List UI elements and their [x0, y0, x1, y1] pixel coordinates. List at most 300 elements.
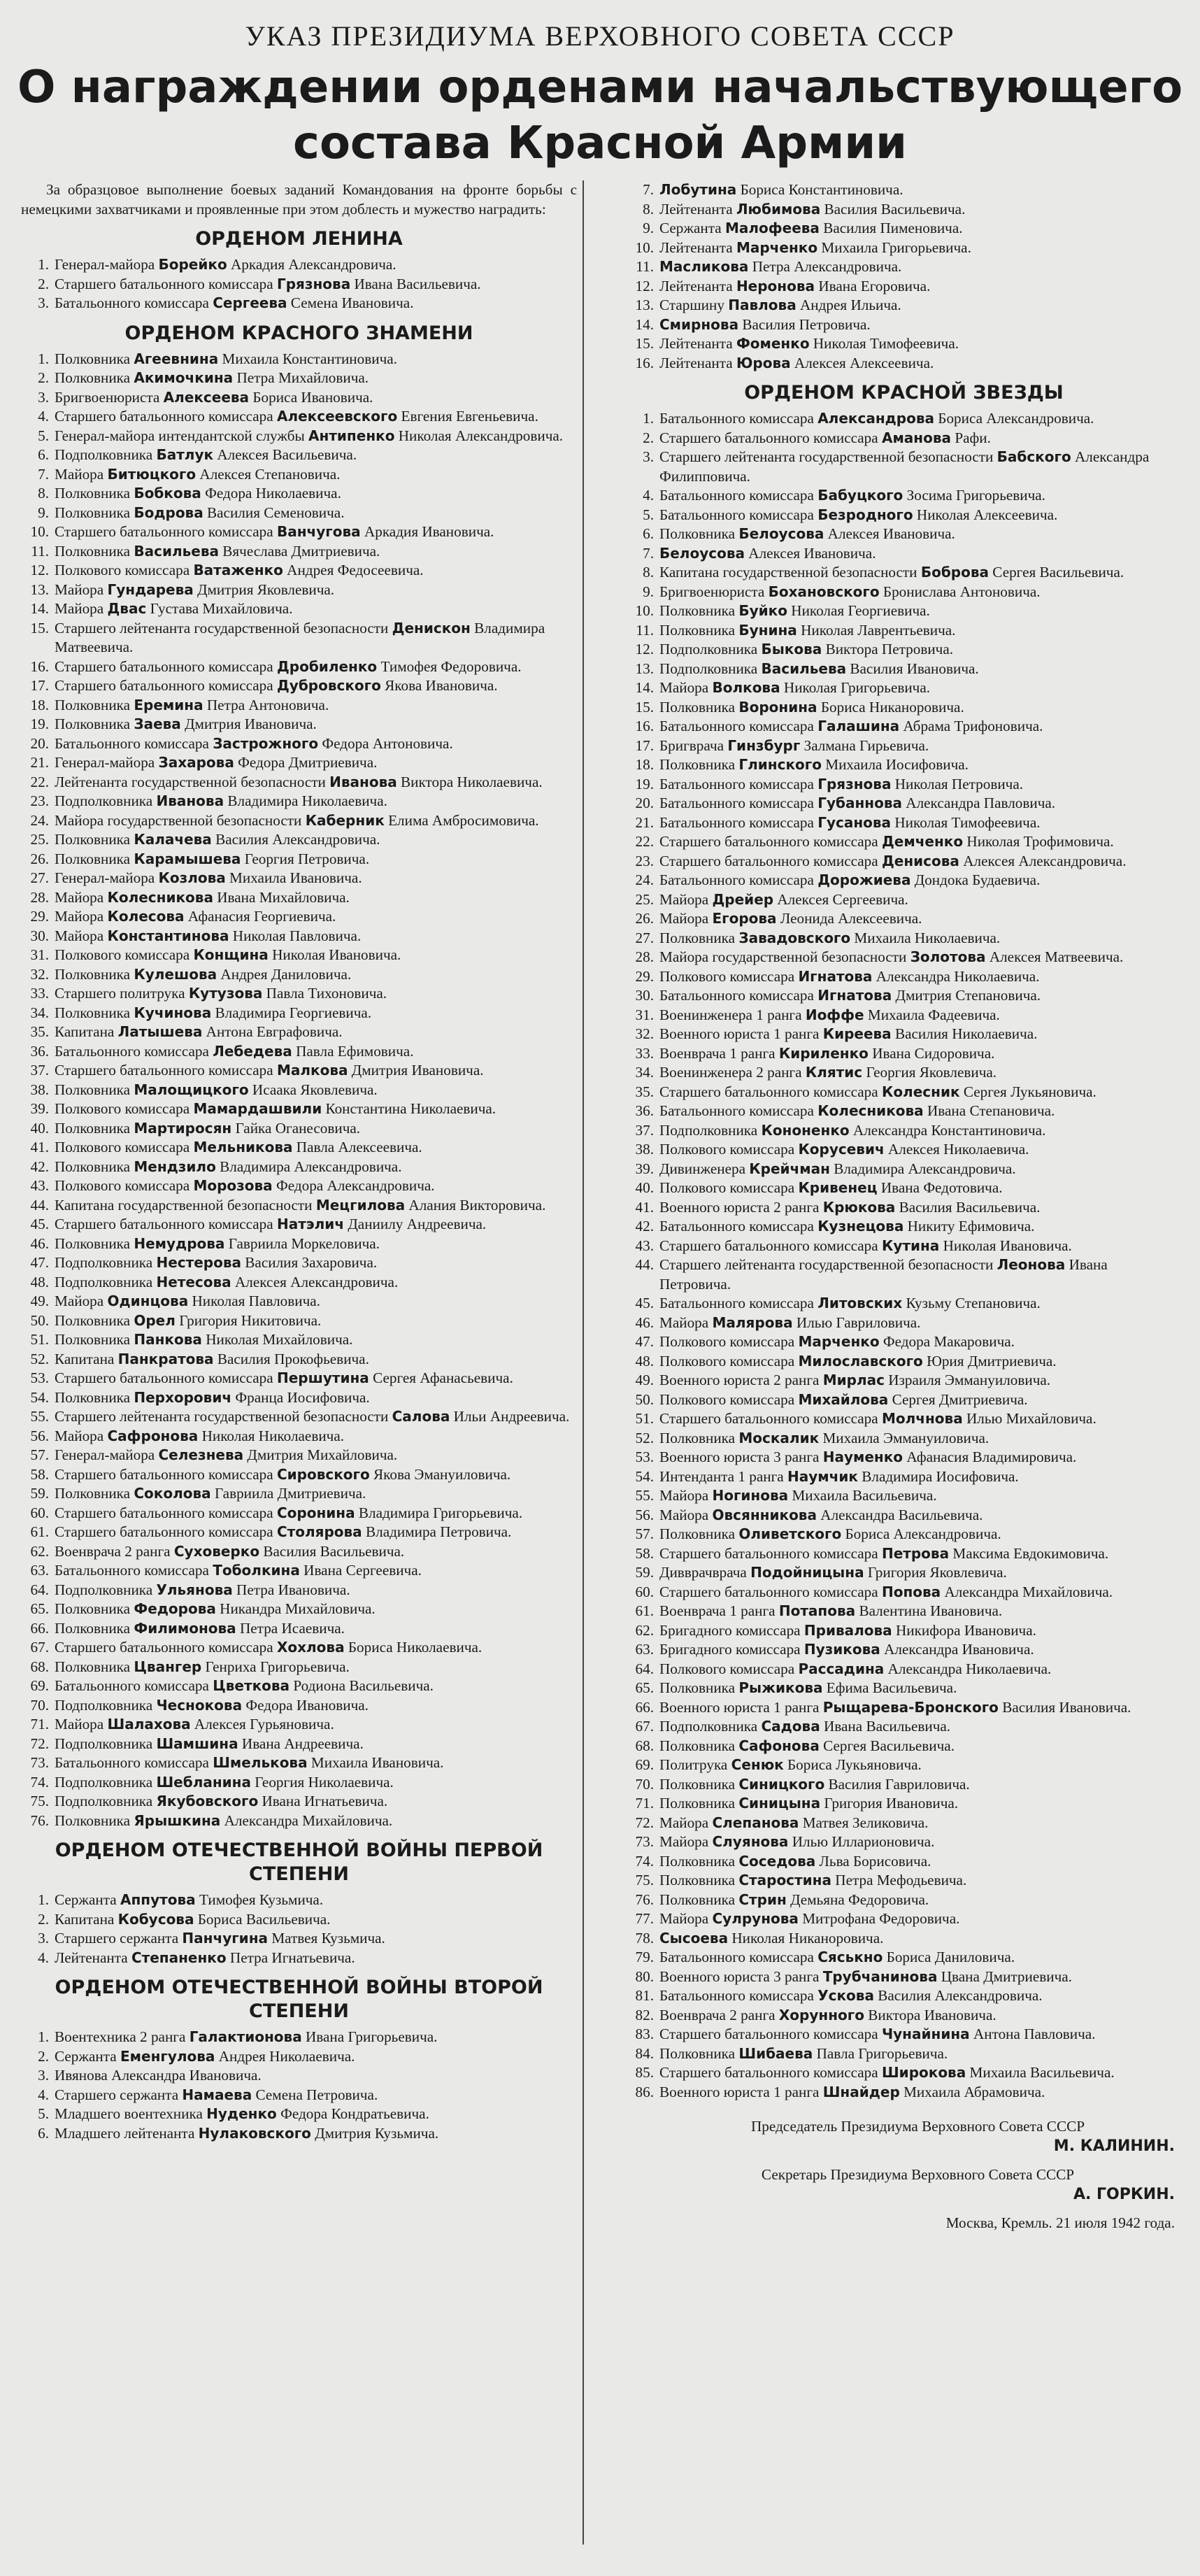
- entry-given-names: Алексея Матвеевича.: [989, 948, 1124, 965]
- entry-given-names: Федора Кондратьевича.: [280, 2105, 429, 2122]
- award-entry: [626, 1198, 1182, 1218]
- entry-given-names: Зосима Григорьевича.: [906, 487, 1045, 504]
- entry-rank: Полковника: [659, 1795, 736, 1812]
- entry-rank: Капитана: [55, 1350, 115, 1367]
- entry-surname: Боброва: [920, 564, 989, 581]
- entry-surname: Егорова: [712, 910, 777, 927]
- award-entry: [626, 1871, 1182, 1891]
- entry-rank: Политрука: [659, 1756, 728, 1773]
- award-entry: [21, 2047, 577, 2067]
- entry-rank: Лейтенанта: [659, 354, 733, 371]
- entry-rank: Полковника: [659, 1737, 736, 1754]
- entry-number: 3.: [38, 294, 49, 311]
- entry-number: 55.: [635, 1487, 654, 1504]
- entry-rank: Военврача 1 ранга: [659, 1044, 776, 1062]
- entry-number: 8.: [643, 564, 654, 581]
- decree-title-line-1: О награждении орденами начальствующего: [17, 62, 1183, 113]
- entry-number: 69.: [635, 1756, 654, 1773]
- award-entry: [626, 296, 1182, 315]
- entry-rank: Батальонного комиссара: [659, 718, 814, 734]
- entry-rank: Подполковника: [55, 1273, 153, 1290]
- entry-number: 42.: [30, 1158, 49, 1175]
- entry-surname: Акимочкина: [134, 369, 234, 386]
- award-entry: [21, 484, 577, 504]
- entry-number: 7.: [643, 544, 654, 562]
- entry-rank: Майора: [55, 1716, 104, 1732]
- award-entry: [21, 715, 577, 734]
- entry-number: 33.: [30, 985, 49, 1002]
- entry-surname: Ярышкина: [134, 1812, 221, 1829]
- award-heading: ОРДЕНОМ КРАСНОГО ЗНАМЕНИ: [124, 322, 473, 344]
- entry-number: 18.: [635, 756, 654, 773]
- entry-given-names: Алексея Ивановича.: [748, 544, 876, 562]
- entry-rank: Майора: [659, 890, 709, 908]
- entry-number: 59.: [30, 1485, 49, 1502]
- entry-rank: Ивянова: [55, 2067, 108, 2084]
- entry-number: 6.: [38, 446, 49, 463]
- entry-number: 70.: [30, 1696, 49, 1714]
- entry-rank: Лейтенанта: [659, 277, 733, 294]
- entry-rank: Полковника: [659, 1872, 736, 1888]
- entry-number: 12.: [30, 562, 49, 578]
- entry-number: 44.: [30, 1196, 49, 1214]
- entry-number: 34.: [635, 1064, 654, 1081]
- award-entry: [626, 1583, 1182, 1602]
- entry-surname: Кутузова: [188, 985, 263, 1002]
- award-entry: [21, 1253, 577, 1273]
- entry-number: 43.: [635, 1237, 654, 1254]
- entry-given-names: Илью Илларионовича.: [792, 1833, 935, 1850]
- entry-surname: Дорожиева: [817, 871, 911, 888]
- entry-surname: Колесникова: [107, 888, 213, 906]
- entry-number: 51.: [635, 1410, 654, 1427]
- award-entry: [626, 1794, 1182, 1814]
- award-entry: [21, 275, 577, 294]
- entry-given-names: Сергея Лукьяновича.: [963, 1083, 1097, 1100]
- entry-given-names: Бориса Лукьяновича.: [787, 1756, 922, 1773]
- award-entry: [626, 1525, 1182, 1544]
- entry-surname: Заева: [134, 716, 181, 732]
- entry-given-names: Андрея Даниловича.: [220, 965, 352, 983]
- entry-surname: Хорунного: [778, 2006, 864, 2023]
- entry-given-names: Алексея Александровича.: [963, 852, 1127, 869]
- entry-number: 38.: [30, 1081, 49, 1098]
- entry-number: 4.: [38, 1949, 49, 1966]
- decree-body: [21, 180, 1182, 2545]
- entry-given-names: Павла Тихоновича.: [266, 985, 387, 1002]
- entry-number: 46.: [635, 1314, 654, 1331]
- entry-rank: Полковника: [55, 850, 131, 867]
- award-entry: [626, 1121, 1182, 1141]
- entry-given-names: Ивана Андреевича.: [241, 1735, 364, 1752]
- entry-rank: Батальонного комиссара: [55, 1042, 209, 1060]
- decree-header: [14, 13, 1186, 171]
- award-entry: [21, 946, 577, 965]
- entry-given-names: Алания Викторовича.: [408, 1196, 546, 1214]
- entry-rank: Старшего батальонного комиссара: [659, 2064, 878, 2081]
- entry-number: 85.: [635, 2064, 654, 2081]
- entry-surname: Намаева: [182, 2086, 252, 2103]
- entry-number: 10.: [635, 602, 654, 619]
- entry-number: 13.: [635, 660, 654, 677]
- award-list: [21, 255, 577, 313]
- entry-number: 7.: [38, 465, 49, 483]
- entry-surname: Алексеевского: [276, 408, 398, 425]
- award-entry: [626, 1429, 1182, 1449]
- entry-number: 73.: [30, 1754, 49, 1771]
- entry-surname: Москалик: [738, 1429, 820, 1446]
- award-entry: [626, 1544, 1182, 1564]
- entry-number: 65.: [635, 1679, 654, 1696]
- entry-given-names: Израиля Эммануиловича.: [888, 1372, 1051, 1388]
- entry-rank: Полковника: [55, 485, 131, 501]
- entry-number: 52.: [635, 1429, 654, 1446]
- entry-number: 56.: [635, 1506, 654, 1523]
- entry-given-names: Владимира Георгиевича.: [215, 1004, 372, 1021]
- entry-given-names: Ивана Васильевича.: [823, 1718, 951, 1735]
- entry-number: 82.: [635, 2006, 654, 2023]
- entry-surname: Рыщарева-Бронского: [822, 1698, 999, 1716]
- entry-number: 72.: [635, 1814, 654, 1831]
- entry-surname: Перхорович: [134, 1388, 232, 1406]
- entry-rank: Генерал-майора: [55, 1446, 155, 1463]
- entry-rank: Старшего батальонного комиссара: [55, 1062, 273, 1079]
- entry-rank: Подполковника: [659, 1121, 758, 1139]
- entry-given-names: Елима Амбросимовича.: [388, 811, 539, 829]
- entry-surname: Гундарева: [107, 581, 194, 598]
- award-entry: [21, 446, 577, 465]
- entry-number: 13.: [30, 581, 49, 598]
- award-entry: [21, 294, 577, 313]
- award-entry: [626, 1255, 1182, 1294]
- entry-rank: Майора: [55, 581, 104, 598]
- entry-number: 36.: [30, 1042, 49, 1060]
- entry-rank: Полковника: [659, 1775, 736, 1793]
- award-entry: [626, 1909, 1182, 1929]
- entry-rank: Старшего батальонного комиссара: [55, 523, 273, 540]
- entry-given-names: Алексея Сергеевича.: [777, 890, 908, 908]
- entry-surname: Потапова: [778, 1602, 856, 1619]
- entry-number: 35.: [635, 1083, 654, 1100]
- entry-surname: Калачева: [134, 831, 212, 848]
- entry-number: 72.: [30, 1735, 49, 1752]
- entry-given-names: Дмитрия Степановича.: [895, 987, 1041, 1004]
- award-entry: [21, 1119, 577, 1139]
- entry-surname: Шебланина: [156, 1773, 251, 1791]
- entry-number: 21.: [635, 813, 654, 831]
- award-entry: [626, 429, 1182, 448]
- entry-rank: Полкового комиссара: [659, 1333, 795, 1350]
- entry-rank: Майора государственной безопасности: [55, 811, 302, 829]
- entry-given-names: Льва Борисовича.: [819, 1852, 931, 1870]
- award-heading: ОРДЕНОМ КРАСНОЙ ЗВЕЗДЫ: [744, 382, 1064, 404]
- award-entry: [626, 544, 1182, 564]
- award-entry: [626, 583, 1182, 602]
- entry-number: 4.: [643, 487, 654, 504]
- entry-rank: Полковника: [659, 2044, 736, 2062]
- entry-surname: Волкова: [712, 679, 780, 696]
- patriotic-war-second-degree-continuation: [626, 180, 1182, 373]
- entry-rank: Военврача 1 ранга: [659, 1602, 776, 1619]
- entry-given-names: Василия Васильевича.: [824, 200, 966, 218]
- entry-number: 54.: [635, 1467, 654, 1485]
- entry-rank: Старшего батальонного комиссара: [659, 833, 878, 850]
- entry-surname: Завадовского: [738, 929, 851, 946]
- entry-given-names: Павла Григорьевича.: [816, 2044, 948, 2062]
- entry-given-names: Василия Александровича.: [215, 831, 380, 848]
- entry-number: 12.: [635, 277, 654, 294]
- entry-rank: Подполковника: [55, 1254, 153, 1271]
- entry-given-names: Дмитрия Яковлевича.: [197, 581, 335, 598]
- entry-number: 33.: [635, 1044, 654, 1062]
- entry-given-names: Ивана Игнатьевича.: [262, 1793, 388, 1809]
- entry-given-names: Исаака Яковлевича.: [252, 1081, 378, 1098]
- entry-number: 55.: [30, 1408, 49, 1425]
- award-entry: [21, 1561, 577, 1581]
- entry-number: 3.: [643, 448, 654, 465]
- entry-given-names: Генриха Григорьевича.: [205, 1658, 350, 1675]
- entry-rank: Бригврача: [659, 736, 724, 754]
- entry-rank: Старшего лейтенанта государственной безопасности: [55, 619, 389, 636]
- entry-surname: Шалахова: [107, 1716, 191, 1732]
- entry-given-names: Евгения Евгеньевича.: [401, 408, 538, 425]
- entry-rank: Батальонного комиссара: [659, 775, 814, 792]
- entry-given-names: Николая Алексеевича.: [916, 506, 1058, 523]
- award-entry: [21, 1523, 577, 1542]
- entry-given-names: Михаила Ивановича.: [310, 1754, 444, 1771]
- award-entry: [21, 1061, 577, 1081]
- entry-rank: Батальонного комиссара: [659, 1218, 814, 1234]
- entry-rank: Лейтенанта: [659, 239, 733, 256]
- award-entry: [626, 698, 1182, 718]
- award-entry: [626, 1506, 1182, 1525]
- entry-surname: Каберник: [305, 811, 385, 829]
- entry-number: 32.: [30, 965, 49, 983]
- entry-rank: Лейтенанта государственной безопасности: [55, 773, 326, 790]
- entry-number: 74.: [635, 1852, 654, 1870]
- left-award-sections: [21, 227, 577, 2143]
- award-entry: [21, 1311, 577, 1331]
- entry-given-names: Цвана Дмитриевича.: [941, 1967, 1072, 1985]
- entry-surname: Малофеева: [725, 220, 820, 236]
- entry-given-names: Александра Михайловича.: [224, 1812, 393, 1829]
- entry-number: 52.: [30, 1350, 49, 1367]
- entry-given-names: Владимира Петровича.: [365, 1523, 512, 1540]
- award-entry: [21, 811, 577, 831]
- entry-given-names: Василия Ивановича.: [850, 660, 979, 677]
- entry-given-names: Федора Николаевича.: [205, 485, 341, 501]
- award-entry: [21, 1542, 577, 1562]
- entry-rank: Полкового комиссара: [55, 946, 190, 963]
- award-entry: [21, 773, 577, 792]
- entry-number: 14.: [30, 600, 49, 617]
- entry-number: 64.: [30, 1581, 49, 1598]
- award-entry: [626, 967, 1182, 987]
- entry-number: 10.: [30, 523, 49, 540]
- entry-rank: Батальонного комиссара: [55, 1677, 209, 1694]
- entry-rank: Бригадного комиссара: [659, 1641, 801, 1658]
- entry-given-names: Тимофея Федоровича.: [380, 657, 522, 675]
- entry-surname: Панчугина: [182, 1930, 269, 1947]
- entry-surname: Воронина: [738, 698, 817, 716]
- award-entry: [626, 1948, 1182, 1967]
- entry-given-names: Николая Ивановича.: [943, 1237, 1072, 1254]
- entry-rank: Подполковника: [55, 446, 153, 463]
- entry-rank: Подполковника: [659, 660, 758, 677]
- entry-number: 9.: [643, 220, 654, 236]
- entry-surname: Филимонова: [134, 1619, 236, 1637]
- entry-given-names: Петра Ивановича.: [236, 1581, 350, 1598]
- entry-number: 4.: [38, 408, 49, 425]
- entry-number: 24.: [635, 871, 654, 888]
- entry-rank: Бригвоенюриста: [55, 388, 160, 406]
- entry-surname: Соколова: [134, 1485, 211, 1502]
- entry-rank: Военного юриста 2 ранга: [659, 1198, 820, 1216]
- award-entry: [626, 813, 1182, 833]
- award-entry: [626, 239, 1182, 258]
- entry-given-names: Александра Павловича.: [906, 795, 1056, 811]
- entry-given-names: Залмана Гирьевича.: [803, 736, 929, 754]
- entry-number: 19.: [30, 716, 49, 732]
- award-entry: [21, 407, 577, 427]
- entry-rank: Майора: [55, 888, 104, 906]
- entry-given-names: Семена Ивановича.: [290, 294, 414, 311]
- entry-surname: Ногинова: [712, 1487, 789, 1504]
- entry-given-names: Михаила Фадеевича.: [867, 1006, 1000, 1023]
- entry-rank: Подполковника: [55, 1581, 153, 1598]
- entry-given-names: Владимира Иосифовича.: [862, 1467, 1019, 1485]
- entry-number: 61.: [635, 1602, 654, 1619]
- entry-number: 78.: [635, 1929, 654, 1947]
- entry-given-names: Якова Ивановича.: [385, 677, 498, 694]
- entry-given-names: Федора Ивановича.: [245, 1696, 369, 1714]
- entry-number: 84.: [635, 2044, 654, 2062]
- award-entry: [626, 563, 1182, 583]
- entry-given-names: Петра Мефодьевича.: [835, 1872, 967, 1888]
- entry-given-names: Петра Исаевича.: [239, 1619, 345, 1637]
- award-entry: [626, 678, 1182, 698]
- award-entry: [21, 753, 577, 773]
- award-heading: ОРДЕНОМ ОТЕЧЕСТВЕННОЙ ВОЙНЫ ВТОРОЙ СТЕПЕНИ: [55, 1977, 543, 2022]
- entry-given-names: Владимира Александровича.: [220, 1158, 402, 1175]
- entry-number: 36.: [635, 1102, 654, 1119]
- award-entry: [626, 929, 1182, 948]
- entry-surname: Суховерко: [173, 1542, 260, 1560]
- entry-surname: Дрейер: [712, 890, 774, 908]
- entry-surname: Панкова: [134, 1331, 202, 1348]
- award-entry: [21, 965, 577, 985]
- entry-surname: Салова: [392, 1408, 450, 1425]
- decree-title-line-2: состава Красной Армии: [293, 118, 907, 169]
- award-entry: [21, 1949, 577, 1968]
- entry-given-names: Григория Никитовича.: [179, 1311, 322, 1329]
- entry-surname: Мецгилова: [315, 1196, 406, 1214]
- entry-rank: Полковника: [55, 1658, 131, 1675]
- entry-surname: Кривенец: [798, 1179, 878, 1196]
- award-entry: [626, 257, 1182, 277]
- entry-rank: Бригадного комиссара: [659, 1621, 801, 1639]
- entry-number: 16.: [635, 718, 654, 734]
- entry-number: 71.: [635, 1795, 654, 1812]
- entry-surname: Якубовского: [156, 1793, 259, 1809]
- entry-given-names: Сергея Афанасьевича.: [373, 1369, 513, 1386]
- entry-given-names: Бориса Даниловича.: [886, 1949, 1015, 1965]
- award-entry: [626, 1717, 1182, 1737]
- entry-number: 42.: [635, 1218, 654, 1234]
- award-heading: ОРДЕНОМ ОТЕЧЕСТВЕННОЙ ВОЙНЫ ПЕРВОЙ СТЕПЕНИ: [55, 1840, 543, 1885]
- entry-number: 30.: [30, 927, 49, 944]
- entry-given-names: Бориса Васильевича.: [197, 1910, 331, 1928]
- entry-number: 8.: [643, 200, 654, 218]
- entry-given-names: Никиту Ефимовича.: [907, 1218, 1035, 1234]
- award-entry: [626, 852, 1182, 871]
- entry-given-names: Виктора Николаевича.: [401, 773, 543, 790]
- entry-surname: Галашина: [817, 718, 900, 734]
- entry-surname: Козлова: [158, 869, 226, 886]
- entry-given-names: Ивана Сидоровича.: [872, 1044, 995, 1062]
- entry-surname: Борейко: [158, 256, 227, 273]
- entry-given-names: Петра Александровича.: [752, 258, 902, 275]
- entry-rank: Полковника: [55, 1081, 131, 1098]
- place-and-date: Москва, Кремль. 21 июля 1942 года.: [945, 2214, 1175, 2231]
- award-entry: [626, 506, 1182, 525]
- award-entry: [626, 1660, 1182, 1679]
- entry-given-names: Георгия Петровича.: [244, 850, 370, 867]
- entry-rank: Полковника: [659, 1891, 736, 1908]
- award-entry: [626, 871, 1182, 890]
- entry-number: 11.: [636, 258, 654, 275]
- entry-given-names: Митрофана Федоровича.: [802, 1910, 960, 1927]
- entry-number: 24.: [30, 811, 49, 829]
- entry-surname: Одинцова: [107, 1293, 189, 1309]
- entry-given-names: Вячеслава Дмитриевича.: [222, 542, 380, 560]
- entry-given-names: Михаила Васильевича.: [969, 2064, 1115, 2081]
- entry-number: 80.: [635, 1967, 654, 1985]
- entry-number: 47.: [635, 1333, 654, 1350]
- entry-rank: Лейтенанта: [659, 335, 733, 352]
- entry-number: 81.: [635, 1987, 654, 2004]
- entry-rank: Старшего батальонного комиссара: [55, 1216, 273, 1232]
- entry-given-names: Владимира Николаевича.: [227, 792, 387, 809]
- entry-surname: Орел: [134, 1311, 176, 1329]
- entry-rank: Подполковника: [659, 1718, 758, 1735]
- entry-surname: Стрин: [738, 1891, 787, 1908]
- entry-number: 5.: [38, 427, 49, 444]
- entry-surname: Сировского: [276, 1465, 370, 1483]
- entry-number: 31.: [30, 946, 49, 963]
- entry-given-names: Александра Ивановича.: [884, 1641, 1034, 1658]
- entry-rank: Полковника: [659, 621, 736, 639]
- entry-surname: Игнатова: [798, 967, 873, 985]
- chairman-name: М. КАЛИНИН.: [1053, 2137, 1175, 2155]
- award-list: [21, 350, 577, 1831]
- entry-given-names: Петра Михайловича.: [236, 369, 369, 386]
- award-entry: [626, 755, 1182, 775]
- entry-number: 38.: [635, 1141, 654, 1158]
- entry-surname: Губаннова: [817, 795, 902, 811]
- entry-number: 43.: [30, 1177, 49, 1194]
- entry-rank: Полковника: [659, 525, 736, 542]
- award-entry: [21, 1023, 577, 1042]
- entry-number: 23.: [30, 792, 49, 809]
- entry-given-names: Ефима Васильевича.: [826, 1679, 957, 1696]
- award-list: [626, 409, 1182, 2102]
- entry-number: 35.: [30, 1023, 49, 1040]
- entry-rank: Полковника: [659, 1679, 736, 1696]
- entry-given-names: Якова Эмануиловича.: [373, 1465, 511, 1483]
- entry-rank: Батальонного комиссара: [659, 1295, 814, 1311]
- entry-rank: Полковника: [659, 756, 736, 773]
